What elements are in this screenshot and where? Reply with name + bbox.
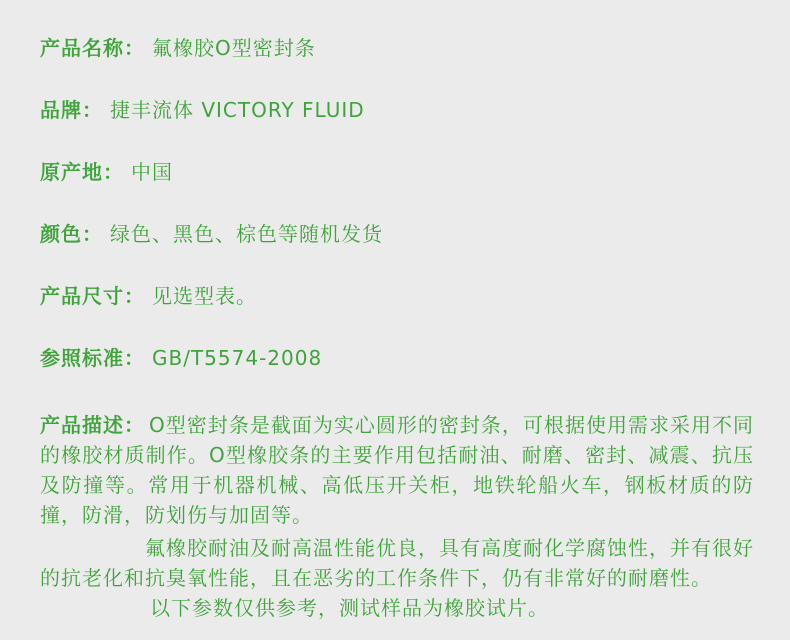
attribute-value-size: 见选型表。 [152,284,257,308]
attribute-label-size: 产品尺寸： [40,284,145,308]
product-attribute-row-size [40,286,754,306]
attribute-label-brand: 品牌： [40,98,103,122]
attribute-label-product-name: 产品名称： [40,36,145,60]
product-description-paragraph-3: 以下参数仅供参考，测试样品为橡胶试片。 [150,596,549,620]
product-attribute-row-brand [40,100,754,120]
product-attribute-row-origin [40,162,754,182]
attribute-value-standard: GB/T5574-2008 [152,346,323,370]
description-text-1: O型密封条是截面为实心圆形的密封条，可根据使用需求采用不同的橡胶材质制作。O型橡胶条的主要作用包括耐油、耐磨、密封、减震、抗压及防撞等。常用于机器机械、高低压开关柜，地铁轮船火车，钢板材质的防撞，防滑，防划伤与加固等。 [40,413,755,527]
product-description-paragraph-2: 氟橡胶耐油及耐高温性能优良，具有高度耐化学腐蚀性，并有很好的抗老化和抗臭氧性能，且在恶劣的工作条件下，仍有非常好的耐磨性。 [40,536,754,590]
product-attribute-row-standard [40,348,754,368]
product-attribute-row-color [40,224,754,244]
attribute-label-standard: 参照标准： [40,346,145,370]
attribute-value-origin: 中国 [131,160,173,184]
product-description-paragraph-1 [40,410,754,530]
attribute-label-origin: 原产地： [40,160,124,184]
attribute-value-brand: 捷丰流体 VICTORY FLUID [110,98,365,122]
attribute-label-color: 颜色： [40,222,103,246]
attribute-value-color: 绿色、黑色、棕色等随机发货 [110,222,383,246]
attribute-value-product-name: 氟橡胶O型密封条 [152,36,316,60]
description-label: 产品描述： [40,413,146,437]
product-attribute-row-name [40,38,754,58]
